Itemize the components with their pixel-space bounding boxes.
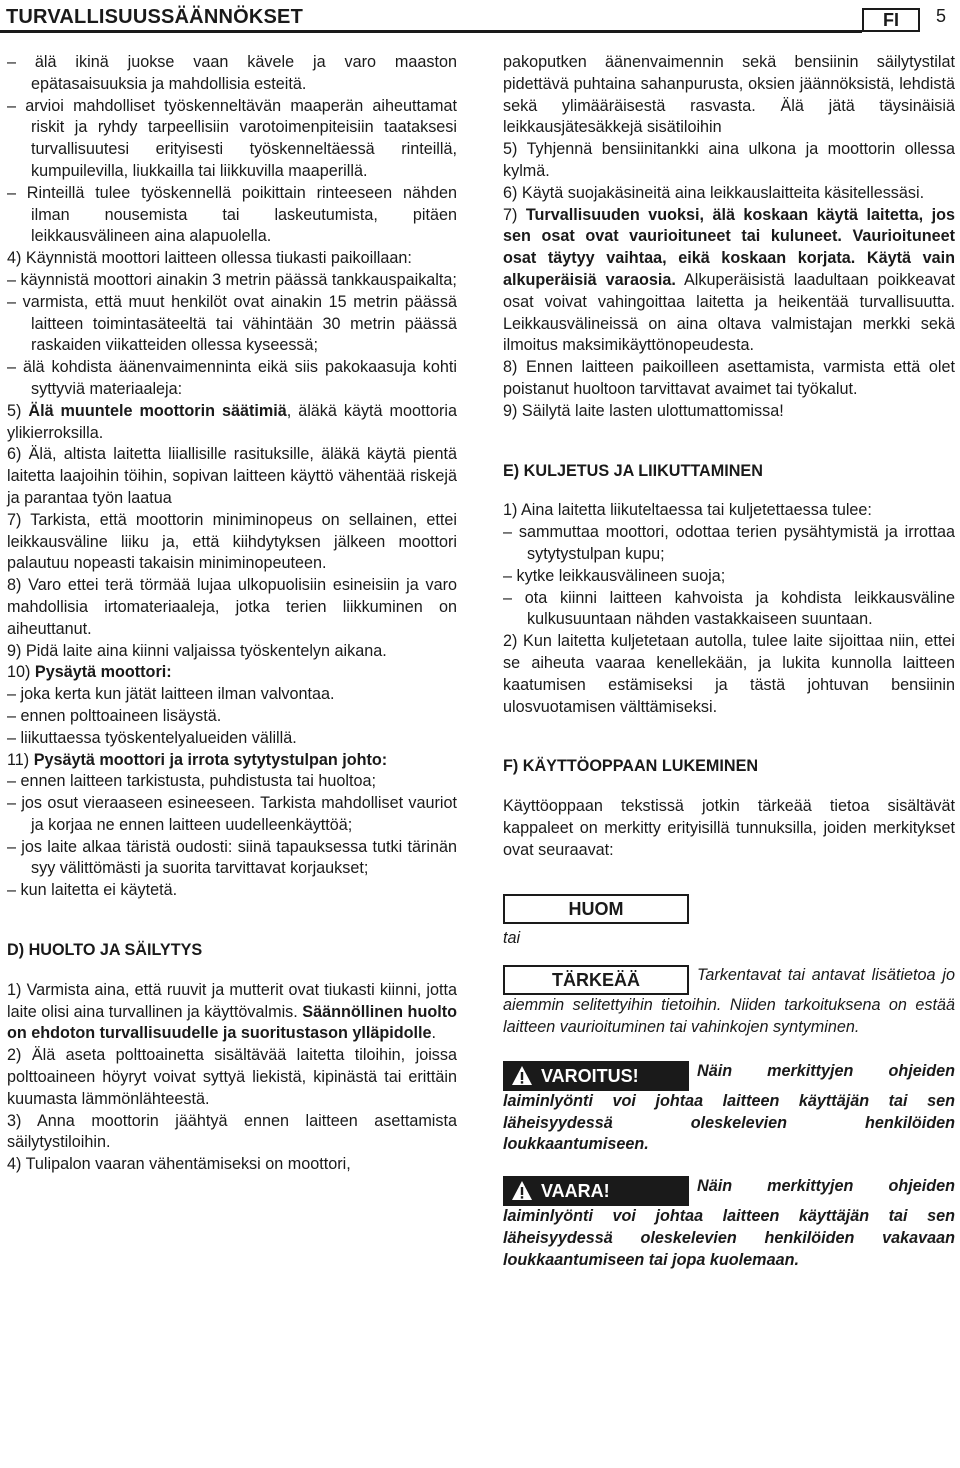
varoitus-text: Näin merkittyjen ohjeiden laiminlyönti voi johtaa laitteen käyttäjän tai sen läheisyydessä oleskelevien henkilöiden loukkaantumiseen. (503, 1061, 955, 1154)
page-number: 5 (936, 6, 947, 26)
danger-triangle-icon (511, 1180, 533, 1202)
item-9: 9) Pidä laite aina kiinni valjaissa työskentelyn aikana. (7, 641, 387, 660)
item-10-number: 10) (7, 663, 31, 682)
item-11c: – jos laite alkaa täristä oudosti: siinä tapauksessa tutki tärinän syy välittömästi ja suorita tarvittavat korjaukset; (7, 837, 457, 878)
section-f-intro: Käyttöoppaan tekstissä jotkin tärkeää tietoa sisältävät kappaleet on merkitty erityisillä tunnuksilla, joiden merkitykset ovat seuraavat: (503, 797, 955, 859)
item-5-number: 5) (7, 401, 22, 420)
vaara-label-text: VAARA! (541, 1181, 610, 1202)
item-5-rest: , äläkä käytä moottoria ylikierroksilla. (7, 401, 457, 442)
section-d-item-7-rest: Alkuperäisistä laadultaan poikkeavat osat voivat vahingoittaa laitetta ja heikentää turvallisuutta. Leikkausvälineissä on aina oltava valmistajan merkki sekä ilmoitus maksimikäyttönopeudesta. (503, 270, 955, 355)
section-d-heading: D) HUOLTO JA SÄILYTYS (7, 941, 203, 960)
section-d-item-1-text: 1) Varmista aina, että ruuvit ja mutterit ovat tiukasti kiinni, jotta laite olisi aina turvallinen ja käyttövalmis. (7, 980, 457, 1021)
item-7: 7) Tarkista, että moottorin miniminopeus on sellainen, ettei leikkausväline liiku ja, että kiihdytyksen jälkeen moottori palautuu nopeasti takaisin miniminopeuteen. (7, 510, 457, 573)
bullet-terrain: – arvioi mahdolliset työskenneltävän maaperän aiheuttamat riskit ja ryhdy tarpeellisiin varotoimenpiteisiin taataksesi turvallisuutesi erityisesti työskenneltäessä rinteillä, kumpuilevilla, liukkailla tai liikkuvilla maaperillä. (7, 96, 457, 180)
section-d-item-6: 6) Käytä suojakäsineitä aina leikkauslaitteita käsitellessäsi. (503, 183, 925, 202)
section-d-item-4: 4) Tulipalon vaaran vähentämiseksi on moottori, (7, 1155, 351, 1174)
item-11-bold: Pysäytä moottori ja irrota sytytystulpan johto: (33, 750, 388, 769)
section-d-item-7-bold: Turvallisuuden vuoksi, älä koskaan käytä laitetta, jos sen osat ovat vaurioituneet tai kuluneet. Vaurioituneet osat täytyy vaihtaa, eikä koskaan korjata. Käytä vain alkuperäisiä varaosia. (503, 205, 955, 289)
tai-text: tai (503, 928, 521, 947)
section-d-item-1-end: . (431, 1024, 437, 1043)
item-8: 8) Varo ettei terä törmää lujaa ulkopuolisiin esineisiin ja varo mahdollisia irtomateriaaleja, jotka terien liikkuminen on aiheuttanut. (7, 576, 457, 638)
item-10b: – ennen polttoaineen lisäystä. (7, 706, 222, 725)
section-d-item-1 (7, 980, 457, 1045)
item-4c: – älä kohdista äänenvaimenninta eikä siis pakokaasuja kohti syttyviä materiaaleja: (7, 358, 457, 398)
section-e-item-1b: – kytke leikkausvälineen suoja; (503, 566, 726, 585)
section-e-item-1c: – ota kiinni laitteen kahvoista ja kohdista leikkausväline kulkusuuntaan nähden vastakkaiseen suuntaan. (503, 588, 955, 629)
item-10a: – joka kerta kun jätät laitteen ilman valvontaa. (7, 685, 335, 704)
item-10c: – liikuttaessa työskentelyalueiden välillä. (7, 728, 297, 747)
section-d-item-5: 5) Tyhjennä bensiinitankki aina ulkona ja moottorin ollessa kylmä. (503, 140, 955, 180)
section-d-item-8: 8) Ennen laitteen paikoilleen asettamista, varmista että olet poistanut huoltoon tarvittavat avaimet tai työkalut. (503, 358, 955, 398)
item-11 (7, 750, 457, 772)
item-6: 6) Älä, altista laitetta liiallisille rasituksille, äläkä käytä pientä laitetta laajoihin töihin, sopivan laitteen käyttö vähentää riskejä ja parantaa työn laatua (7, 445, 457, 507)
section-d-item-7 (503, 205, 955, 358)
language-badge: FI (862, 8, 920, 32)
section-f-heading: F) KÄYTTÖOPPAAN LUKEMINEN (503, 757, 759, 776)
vaara-text: Näin merkittyjen ohjeiden laiminlyönti voi johtaa laitteen käyttäjän tai sen läheisyydessä oleskelevien henkilöiden vakavaan loukkaantumiseen tai jopa kuolemaan. (503, 1177, 955, 1269)
vaara-label (503, 1176, 689, 1206)
tarkeaa-block (503, 965, 955, 1039)
item-4: 4) Käynnistä moottori laitteen ollessa tiukasti paikoillaan: (7, 249, 412, 268)
varoitus-label-text: VAROITUS! (541, 1065, 639, 1086)
section-d-item-2: 2) Älä aseta polttoainetta sisältävää laitetta tiloihin, joissa polttoaineen höyryt voivat syttyä liekistä, kipinästä tai erittäin kuumasta lämmönlähteestä. (7, 1046, 457, 1108)
item-4a: – käynnistä moottori ainakin 3 metrin päässä tankkauspaikalta; (7, 270, 457, 289)
warning-triangle-icon (511, 1065, 533, 1087)
huom-row (503, 894, 955, 924)
item-5 (7, 401, 457, 445)
section-d-item-1-bold: Säännöllinen huolto on ehdoton turvallisuudelle ja suoritustason ylläpidolle (7, 1002, 458, 1043)
section-e-item-1a: – sammuttaa moottori, odottaa terien pysähtymistä ja irrottaa sytytystulpan kupu; (503, 523, 955, 563)
left-column (7, 52, 457, 1176)
varoitus-block (503, 1061, 955, 1156)
huom-label: HUOM (503, 894, 689, 924)
tarkeaa-text: Tarkentavat tai antavat lisätietoa jo aiemmin selitettyihin tietoihin. Niiden tarkoituksena on estää laitteen vaurioituminen tai vahinkojen syntyminen. (503, 966, 955, 1037)
item-11d: – kun laitetta ei käytetä. (7, 881, 178, 900)
tarkeaa-label: TÄRKEÄÄ (503, 965, 689, 995)
right-column (503, 52, 955, 1272)
item-11b: – jos osut vieraaseen esineeseen. Tarkista mahdolliset vauriot ja korjaa ne ennen laitteen uudelleenkäyttöä; (7, 794, 457, 834)
section-d-item-9: 9) Säilytä laite lasten ulottumattomissa! (503, 401, 784, 420)
section-e-heading: E) KULJETUS JA LIIKUTTAMINEN (503, 461, 763, 480)
header-rule (0, 30, 862, 33)
item-4b: – varmista, että muut henkilöt ovat ainakin 15 metrin päässä laitteen toimintasäteeltä tai vähintään 30 metrin päässä raskaiden viikatteiden ollessa kyseessä; (7, 292, 457, 355)
section-d-item-7-number: 7) (503, 205, 518, 224)
section-d-item-3: 3) Anna moottorin jäähtyä ennen laitteen asettamista säilytystiloihin. (7, 1111, 457, 1152)
item-10 (7, 662, 457, 684)
section-e-item-1: 1) Aina laitetta liikuteltaessa tai kuljetettaessa tulee: (503, 501, 872, 520)
varoitus-label (503, 1061, 689, 1091)
item-5-bold: Älä muuntele moottorin säätimiä (28, 401, 287, 420)
vaara-block (503, 1176, 955, 1271)
page-title: TURVALLISUUSSÄÄNNÖKSET (6, 6, 304, 28)
right-continuation: pakoputken äänenvaimennin sekä bensiinin säilytystilat pidettävä puhtaina sahanpurusta, oksien jäännöksistä, lehdistä sekä ylimääräisestä rasvasta. Älä jätä täysinäisiä leikkausjätesäkkejä sisätiloihin (503, 53, 955, 137)
item-11a: – ennen laitteen tarkistusta, puhdistusta tai huoltoa; (7, 772, 376, 791)
bullet-walk: – älä ikinä juokse vaan kävele ja varo maaston epätasaisuuksia ja mahdollisia esteitä. (7, 53, 457, 93)
section-e-item-2: 2) Kun laitetta kuljetetaan autolla, tulee laite sijoittaa niin, ettei se aiheuta vaaraa kenellekään, ja lukita kunnolla laitteen kaatumisen estämiseksi ja tästä johtuvan bensiinin ulosvuotamisen välttämiseksi. (503, 632, 955, 716)
item-11-number: 11) (7, 750, 30, 769)
page-header (0, 0, 960, 40)
item-10-bold: Pysäytä moottori: (34, 663, 172, 682)
bullet-slopes: – Rinteillä tulee työskennellä poikittain rinteeseen nähden ilman nousemista tai laskeutumista, pitäen leikkausvälineen aina alapuolella. (7, 183, 457, 246)
